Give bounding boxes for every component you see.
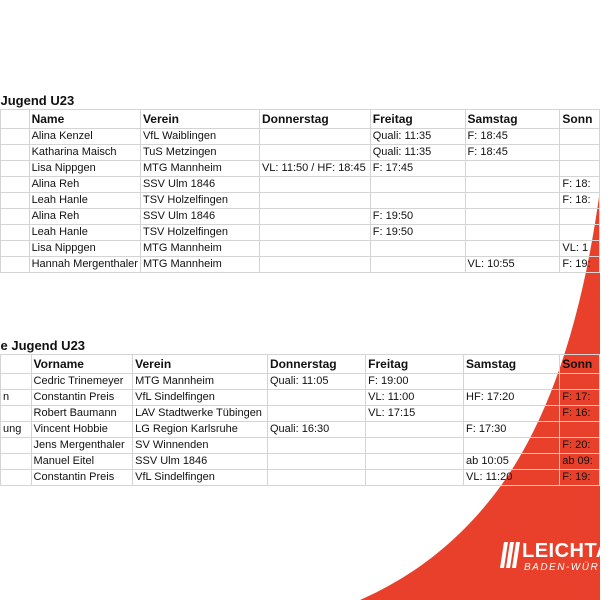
table-cell	[259, 129, 370, 145]
table-cell	[560, 129, 600, 145]
table-row	[1, 406, 600, 422]
column-header-vorname: Vorname	[31, 355, 133, 374]
table-cell	[259, 145, 370, 161]
header-row	[1, 355, 600, 374]
table-cell: TSV Holzelfingen	[140, 193, 259, 209]
column-header-name: Name	[29, 110, 140, 129]
table-cell: SSV Ulm 1846	[140, 177, 259, 193]
table-cell	[465, 209, 560, 225]
table-cell: Robert Baumann	[31, 406, 133, 422]
table-row	[1, 241, 600, 257]
table-cell	[1, 454, 32, 470]
table-title: Jugend U23	[0, 92, 75, 108]
logo-subtext: BADEN-WÜR	[524, 562, 600, 573]
table-cell: Vincent Hobbie	[31, 422, 133, 438]
column-header-sonntag: Sonn	[560, 355, 600, 374]
table-cell: Leah Hanle	[29, 225, 140, 241]
table-row	[1, 177, 600, 193]
table-cell: Quali: 11:05	[267, 374, 365, 390]
jugend-u23-men-table	[0, 336, 600, 486]
table-cell: ab 09:	[560, 454, 600, 470]
table-cell: Alina Kenzel	[29, 129, 140, 145]
column-header-sonntag: Sonn	[560, 110, 600, 129]
table-cell: Katharina Maisch	[29, 145, 140, 161]
table-cell	[366, 454, 464, 470]
table-row	[1, 470, 600, 486]
table-cell	[267, 438, 365, 454]
table-cell	[464, 374, 560, 390]
table-cell	[465, 193, 560, 209]
table-cell: Lisa Nippgen	[29, 161, 140, 177]
table-cell: F: 18:45	[465, 129, 560, 145]
table-cell: Jens Mergenthaler	[31, 438, 133, 454]
table-cell	[560, 374, 600, 390]
table-cell	[259, 209, 370, 225]
table-cell	[259, 241, 370, 257]
table-title-row	[1, 336, 600, 355]
table-cell	[370, 241, 465, 257]
table-cell: Constantin Preis	[31, 470, 133, 486]
column-header-donnerstag: Donnerstag	[267, 355, 365, 374]
table-cell: MTG Mannheim	[140, 241, 259, 257]
table-cell: SSV Ulm 1846	[140, 209, 259, 225]
table-cell: ung	[1, 422, 32, 438]
table-cell: Cedric Trinemeyer	[31, 374, 133, 390]
table-cell	[1, 438, 32, 454]
table-cell	[370, 177, 465, 193]
table-cell	[465, 177, 560, 193]
table-cell	[267, 470, 365, 486]
table-cell	[560, 422, 600, 438]
table-cell	[267, 390, 365, 406]
table-cell	[560, 225, 600, 241]
table-row	[1, 438, 600, 454]
table-cell	[267, 406, 365, 422]
table-cell: VfL Sindelfingen	[133, 390, 268, 406]
table-row	[1, 161, 600, 177]
column-header-donnerstag: Donnerstag	[259, 110, 370, 129]
jugend-u23-men-sheet	[0, 336, 600, 486]
table-cell: Quali: 11:35	[370, 129, 465, 145]
table-cell	[1, 406, 32, 422]
table-cell	[370, 257, 465, 273]
table-cell	[1, 209, 30, 225]
table-cell: VL: 11:00	[366, 390, 464, 406]
table-cell	[1, 145, 30, 161]
table-row	[1, 374, 600, 390]
table-cell	[1, 257, 30, 273]
table-cell: TuS Metzingen	[140, 145, 259, 161]
table-cell: VfL Sindelfingen	[133, 470, 268, 486]
table-title: e Jugend U23	[0, 337, 86, 353]
table-cell	[259, 225, 370, 241]
table-row	[1, 390, 600, 406]
table-title-row	[1, 91, 600, 110]
jugend-u23-women-table	[0, 91, 600, 273]
table-cell: LAV Stadtwerke Tübingen	[133, 406, 268, 422]
table-cell	[366, 438, 464, 454]
table-cell	[464, 438, 560, 454]
logo-text: LEICHTA	[522, 540, 611, 562]
table-cell: VL: 11:20	[464, 470, 560, 486]
table-cell	[259, 257, 370, 273]
table-cell: F: 19:50	[370, 225, 465, 241]
table-row	[1, 129, 600, 145]
table-cell: ab 10:05	[464, 454, 560, 470]
table-cell: F: 16:	[560, 406, 600, 422]
table-cell: n	[1, 390, 32, 406]
table-cell: MTG Mannheim	[140, 161, 259, 177]
table-cell: VfL Waiblingen	[140, 129, 259, 145]
table-cell: TSV Holzelfingen	[140, 225, 259, 241]
table-cell: Quali: 11:35	[370, 145, 465, 161]
table-cell	[464, 406, 560, 422]
table-cell: LG Region Karlsruhe	[133, 422, 268, 438]
table-cell	[560, 161, 600, 177]
table-cell	[1, 470, 32, 486]
table-cell	[267, 454, 365, 470]
table-cell	[560, 209, 600, 225]
table-cell	[370, 193, 465, 209]
column-header-freitag: Freitag	[370, 110, 465, 129]
column-header-freitag: Freitag	[366, 355, 464, 374]
table-cell	[465, 241, 560, 257]
table-row	[1, 454, 600, 470]
header-row	[1, 110, 600, 129]
table-cell	[1, 161, 30, 177]
table-cell	[1, 177, 30, 193]
column-header	[1, 355, 32, 374]
table-cell: VL: 17:15	[366, 406, 464, 422]
table-cell: MTG Mannheim	[133, 374, 268, 390]
table-cell: Lisa Nippgen	[29, 241, 140, 257]
table-cell	[560, 145, 600, 161]
table-cell: VL: 11:50 / HF: 18:45	[259, 161, 370, 177]
table-cell: F: 19:00	[366, 374, 464, 390]
table-cell: Hannah Mergenthaler	[29, 257, 140, 273]
table-cell: Alina Reh	[29, 177, 140, 193]
table-cell: Quali: 16:30	[267, 422, 365, 438]
table-row	[1, 209, 600, 225]
table-cell	[1, 374, 32, 390]
table-cell	[259, 193, 370, 209]
table-cell: Constantin Preis	[31, 390, 133, 406]
table-cell	[1, 241, 30, 257]
table-cell: F: 18:	[560, 177, 600, 193]
table-cell: F: 19:	[560, 257, 600, 273]
table-cell: Leah Hanle	[29, 193, 140, 209]
table-cell	[366, 470, 464, 486]
table-cell: MTG Mannheim	[140, 257, 259, 273]
table-row	[1, 145, 600, 161]
table-cell	[366, 422, 464, 438]
table-cell: F: 20:	[560, 438, 600, 454]
column-header-verein: Verein	[140, 110, 259, 129]
table-cell: F: 17:30	[464, 422, 560, 438]
column-header-samstag: Samstag	[465, 110, 560, 129]
jugend-u23-women-sheet	[0, 91, 600, 273]
table-cell: SSV Ulm 1846	[133, 454, 268, 470]
table-cell: Manuel Eitel	[31, 454, 133, 470]
table-cell	[465, 225, 560, 241]
table-cell: F: 19:	[560, 470, 600, 486]
column-header-samstag: Samstag	[464, 355, 560, 374]
table-cell: F: 19:50	[370, 209, 465, 225]
table-cell: F: 18:45	[465, 145, 560, 161]
table-row	[1, 193, 600, 209]
table-cell	[1, 129, 30, 145]
table-cell: F: 17:45	[370, 161, 465, 177]
table-cell: HF: 17:20	[464, 390, 560, 406]
table-cell	[465, 161, 560, 177]
table-cell: F: 18:	[560, 193, 600, 209]
logo-stripes-icon	[500, 540, 520, 570]
table-cell	[259, 177, 370, 193]
table-cell: F: 17:	[560, 390, 600, 406]
column-header	[1, 110, 30, 129]
table-cell	[1, 225, 30, 241]
table-cell: VL: 1	[560, 241, 600, 257]
table-cell: VL: 10:55	[465, 257, 560, 273]
table-row	[1, 422, 600, 438]
table-row	[1, 225, 600, 241]
table-cell: SV Winnenden	[133, 438, 268, 454]
table-cell	[1, 193, 30, 209]
column-header-verein: Verein	[133, 355, 268, 374]
table-row	[1, 257, 600, 273]
table-cell: Alina Reh	[29, 209, 140, 225]
